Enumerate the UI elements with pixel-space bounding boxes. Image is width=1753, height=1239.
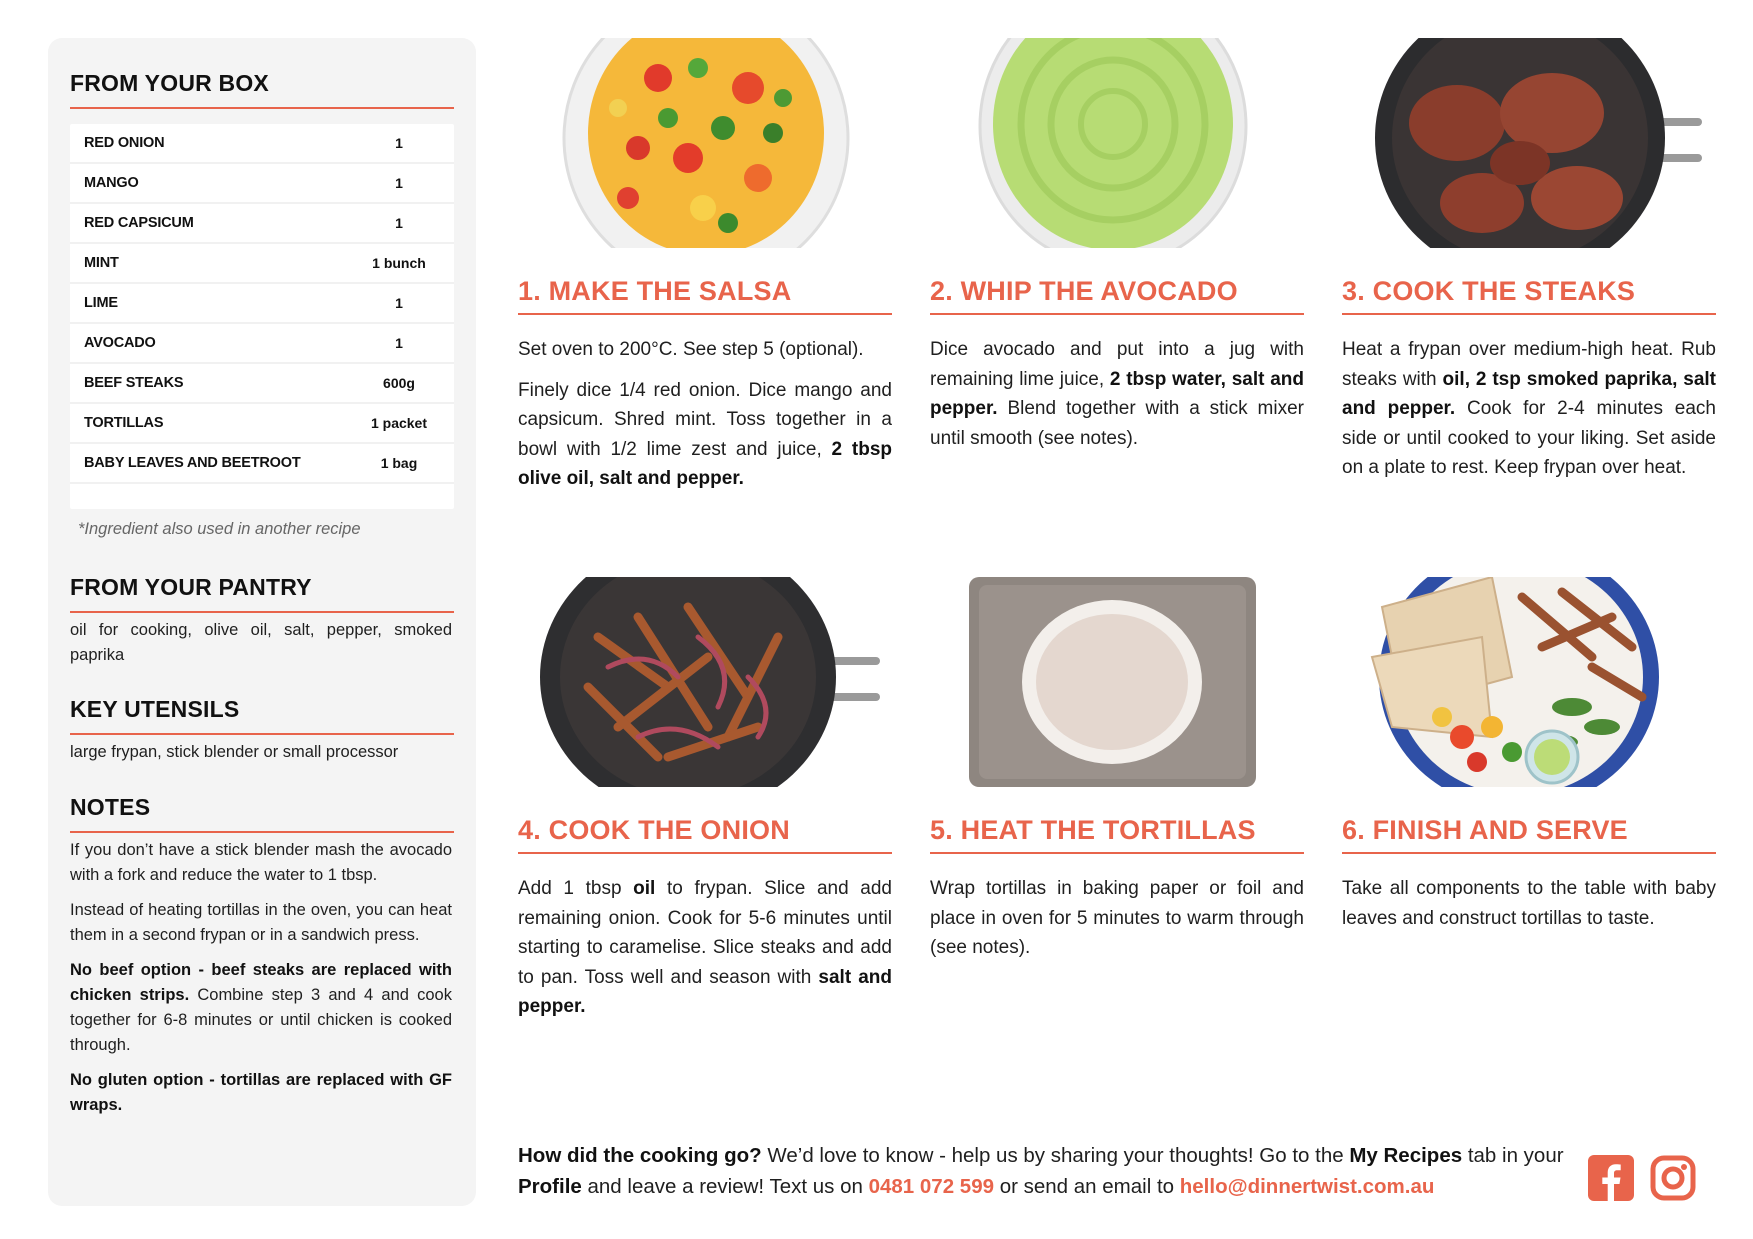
step-text-run: to frypan. Slice and add remaining onion. Cook for 5-6 minutes until starting to caramelise. Slice steaks and add to pan. Toss well and season with	[518, 878, 892, 988]
ingredient-qty: 1	[395, 215, 403, 231]
ingredient-qty: 1 bag	[380, 455, 418, 471]
step-text-run: Add 1 tbsp	[518, 878, 634, 899]
email-link[interactable]: hello@dinnertwist.com.au	[1179, 1175, 1435, 1198]
profile-label: Profile	[518, 1175, 582, 1198]
notes-text	[70, 838, 452, 1128]
ingredient-row	[70, 444, 454, 484]
ingredient-qty: 1	[395, 135, 403, 151]
ingredient-qty: 1	[395, 335, 403, 351]
step-text	[518, 874, 892, 1033]
note-text: Combine step 3 and 4 and cook together for 6-8 minutes or until chicken is cooked through.	[70, 986, 452, 1054]
steaks-photo	[1342, 38, 1716, 248]
ingredient-name: RED CAPSICUM	[84, 215, 194, 231]
ingredient-row	[70, 324, 454, 364]
step-paragraph	[518, 874, 892, 1022]
ingredient-qty: 1	[395, 295, 403, 311]
note-bold: No beef option - beef steaks are replaced with chicken strips.	[70, 961, 452, 1004]
ingredient-row	[70, 364, 454, 404]
step-text-bold: oil	[633, 878, 656, 899]
ingredient-row	[70, 244, 454, 284]
footer-text: We’d love to know - help us by sharing your thoughts! Go to the	[761, 1144, 1350, 1167]
salsa-photo	[518, 38, 892, 248]
step-title: 6. FINISH AND SERVE	[1342, 815, 1716, 854]
step-title: 3. COOK THE STEAKS	[1342, 276, 1716, 315]
note-paragraph: Instead of heating tortillas in the oven, you can heat them in a second frypan or in a sandwich press.	[70, 901, 452, 944]
phone-link[interactable]: 0481 072 599	[868, 1175, 994, 1198]
box-title: FROM YOUR BOX	[70, 70, 454, 109]
step-paragraph: Wrap tortillas in baking paper or foil and place in oven for 5 minutes to warm through (see notes).	[930, 878, 1304, 958]
ingredient-name: TORTILLAS	[84, 415, 164, 431]
step-text	[1342, 335, 1716, 494]
step-text	[1342, 874, 1716, 944]
step-paragraph	[1342, 335, 1716, 483]
step-5	[930, 577, 1304, 958]
ingredient-qty: 1 bunch	[372, 255, 426, 271]
review-footer	[518, 1140, 1578, 1202]
onion-photo	[518, 577, 892, 787]
step-3	[1342, 38, 1716, 478]
ingredient-row	[70, 404, 454, 444]
step-paragraph: Take all components to the table with baby leaves and construct tortillas to taste.	[1342, 878, 1716, 929]
footer-text: tab in your	[1462, 1144, 1564, 1167]
step-text-run: Dice avocado and put into a jug with remaining lime juice,	[930, 339, 1304, 390]
step-text-bold: 2 tbsp olive oil, salt and pepper.	[518, 438, 893, 489]
note-paragraph	[70, 958, 452, 1058]
note-paragraph	[70, 1068, 452, 1118]
utensils-text: large frypan, stick blender or small processor	[70, 743, 399, 761]
ingredient-qty: 1 packet	[370, 415, 428, 431]
step-text-run: Cook for 2-4 minutes each side or until cooked to your liking. Set aside on a plate to rest. Keep frypan over heat.	[1342, 398, 1716, 478]
instagram-icon[interactable]	[1650, 1155, 1696, 1201]
ingredient-row	[70, 124, 454, 164]
step-paragraph	[518, 376, 892, 494]
footer-question: How did the cooking go?	[518, 1144, 762, 1167]
ingredient-row	[70, 204, 454, 244]
step-paragraph	[930, 335, 1304, 453]
step-text-run: Heat a frypan over medium-high heat. Rub steaks with	[1342, 339, 1716, 390]
step-title: 5. HEAT THE TORTILLAS	[930, 815, 1304, 854]
pantry-text: oil for cooking, olive oil, salt, pepper, smoked paprika	[70, 621, 452, 664]
step-text-bold: 2 tbsp water, salt and pepper.	[930, 368, 1304, 419]
step-text	[518, 335, 892, 505]
step-title: 2. WHIP THE AVOCADO	[930, 276, 1304, 315]
ingredient-qty: 1	[395, 175, 403, 191]
facebook-icon[interactable]	[1588, 1155, 1634, 1201]
step-2	[930, 38, 1304, 449]
step-4	[518, 577, 892, 1017]
my-recipes-label: My Recipes	[1349, 1144, 1463, 1167]
tortillas-photo	[930, 577, 1304, 787]
ingredient-table	[70, 124, 454, 509]
ingredient-name: RED ONION	[84, 135, 165, 151]
step-6	[1342, 577, 1716, 929]
ingredient-name: BABY LEAVES AND BEETROOT	[84, 455, 301, 471]
avocado-photo	[930, 38, 1304, 248]
ingredient-name: BEEF STEAKS	[84, 375, 184, 391]
step-text-run: Finely dice 1/4 red onion. Dice mango and capsicum. Shred mint. Toss together in a bowl with 1/2 lime zest and juice,	[518, 379, 892, 460]
footer-text: or send an email to	[994, 1175, 1180, 1198]
ingredient-name: LIME	[84, 295, 118, 311]
utensils-title: KEY UTENSILS	[70, 696, 454, 735]
step-1	[518, 38, 893, 489]
note-paragraph: If you don’t have a stick blender mash the avocado with a fork and reduce the water to 1 tbsp.	[70, 841, 452, 884]
pantry-title: FROM YOUR PANTRY	[70, 574, 454, 613]
step-title: 1. MAKE THE SALSA	[518, 276, 892, 315]
step-text-run: Blend together with a stick mixer until smooth (see notes).	[930, 398, 1304, 449]
step-paragraph: Set oven to 200°C. See step 5 (optional).	[518, 339, 864, 360]
ingredient-row	[70, 284, 454, 324]
notes-title: NOTES	[70, 794, 454, 833]
note-bold: No gluten option - tortillas are replaced with GF wraps.	[70, 1071, 452, 1114]
ingredient-name: MANGO	[84, 175, 139, 191]
ingredient-row	[70, 164, 454, 204]
step-text	[930, 874, 1304, 974]
ingredient-name: MINT	[84, 255, 119, 271]
step-text	[930, 335, 1304, 464]
ingredient-footnote: *Ingredient also used in another recipe	[78, 520, 361, 538]
serve-photo	[1342, 577, 1716, 787]
step-text-bold: salt and pepper.	[518, 966, 892, 1017]
footer-text: and leave a review! Text us on	[581, 1175, 869, 1198]
step-text-bold: oil, 2 tsp smoked paprika, salt and pepper.	[1342, 368, 1716, 419]
step-title: 4. COOK THE ONION	[518, 815, 892, 854]
ingredient-qty: 600g	[383, 375, 415, 391]
ingredient-name: AVOCADO	[84, 335, 156, 351]
ingredients-sidebar	[48, 38, 476, 1206]
